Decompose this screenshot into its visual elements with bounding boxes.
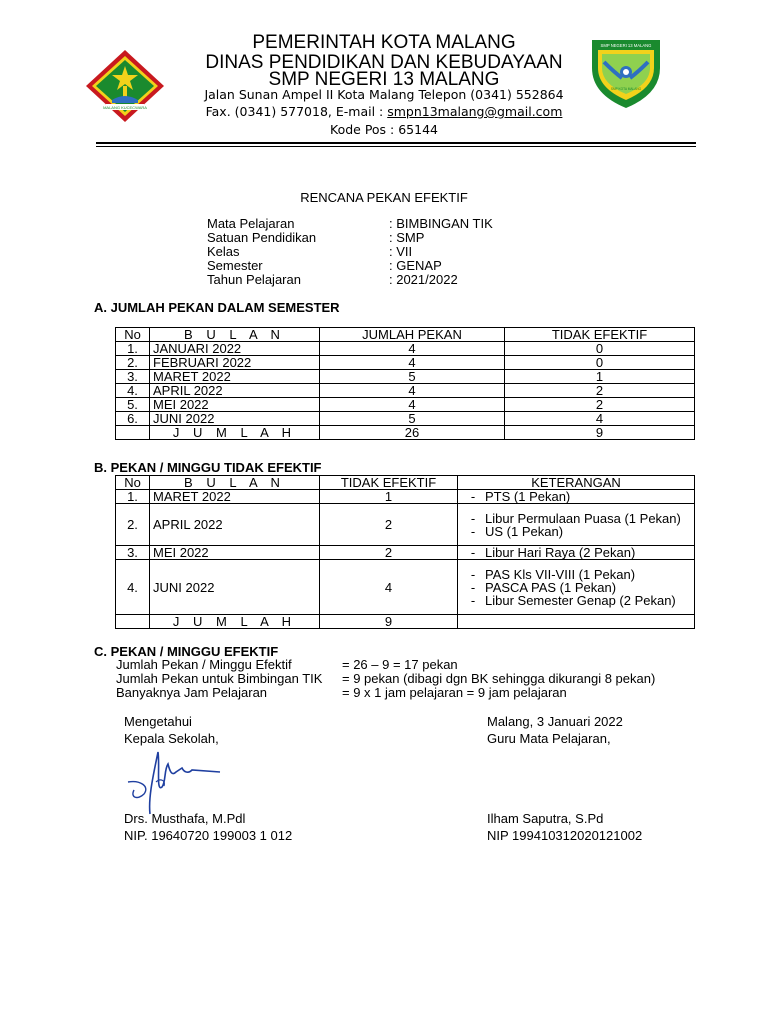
summary-label: Jumlah Pekan / Minggu Efektif [116,657,292,672]
cell-no: 6. [116,412,150,426]
cell-keterangan [458,504,695,546]
info-row [207,217,527,231]
keterangan-item: - PTS (1 Pekan) [470,489,571,504]
info-value: : SMP [389,230,425,245]
cell-no: 4. [116,560,150,615]
cell-jumlah: 4 [320,398,505,412]
signature-right-header [487,713,623,747]
keterangan-item: - Libur Hari Raya (2 Pekan) [470,545,636,560]
signature-right-footer [487,810,642,844]
header-tidak-efektif: TIDAK EFEKTIF [505,328,695,342]
info-label: Satuan Pendidikan [207,230,317,245]
signatory-right-nip: NIP 199410312020121002 [487,828,643,843]
info-value: : GENAP [389,258,442,273]
cell-bulan: APRIL 2022 [150,504,320,546]
info-value: : BIMBINGAN TIK [389,216,493,231]
cell-no: 3. [116,370,150,384]
signatory-left-nip: NIP. 19640720 199003 1 012 [124,828,293,843]
table-total-row [116,426,695,440]
cell-tidak-efektif: 2 [320,546,458,560]
cell-jumlah: 5 [320,370,505,384]
cell-bulan: MARET 2022 [150,490,320,504]
signatory-left-name: Drs. Musthafa, M.Pdl [124,811,246,826]
city-logo-motto: MALANG KUCECWARA [103,105,147,110]
keterangan-item: - PASCA PAS (1 Pekan) [470,579,617,595]
keterangan-item: - Libur Permulaan Puasa (1 Pekan) [470,510,681,526]
summary-value: = 26 – 9 = 17 pekan [342,657,458,672]
total-tidak-efektif: 9 [505,426,695,440]
cell-tidak-efektif: 2 [320,504,458,546]
cell-jumlah: 4 [320,342,505,356]
summary-label: Jumlah Pekan untuk Bimbingan TIK [116,671,323,686]
letterhead-address: Jalan Sunan Ampel II Kota Malang Telepon (0341) 552864 [204,87,564,102]
info-label: Tahun Pelajaran [207,272,301,287]
letterhead-line-1: PEMERINTAH KOTA MALANG [252,32,516,53]
table-row [116,370,695,384]
signature-left-footer [124,810,292,844]
cell-jumlah: 5 [320,412,505,426]
keterangan-text: PTS (1 Pekan) [485,489,571,504]
total-tidak-efektif: 9 [320,615,458,629]
summary-label: Banyaknya Jam Pelajaran [116,685,268,700]
cell-no: 2. [116,356,150,370]
signature-right-line1: Malang, 3 Januari 2022 [487,714,623,729]
cell-bulan: MEI 2022 [150,398,320,412]
cell-tidak-efektif: 4 [505,412,695,426]
cell-tidak-efektif: 1 [505,370,695,384]
cell-bulan: MARET 2022 [150,370,320,384]
cell-bulan: APRIL 2022 [150,384,320,398]
info-value: : VII [389,244,413,259]
total-jumlah: 26 [320,426,505,440]
cell-jumlah: 4 [320,384,505,398]
table-row [116,560,695,615]
table-row [116,504,695,546]
cell-tidak-efektif: 0 [505,342,695,356]
keterangan-text: Libur Semester Genap (2 Pekan) [485,592,676,608]
cell-jumlah: 4 [320,356,505,370]
keterangan-text: Libur Permulaan Puasa (1 Pekan) [485,510,681,526]
info-value: : 2021/2022 [389,272,458,287]
table-row [116,356,695,370]
letterhead-fax-email [0,104,768,119]
table-row [116,546,695,560]
table-row [116,490,695,504]
table-jumlah-pekan [115,327,695,440]
cell-keterangan [458,560,695,615]
table-tidak-efektif [115,475,695,629]
total-label: J U M L A H [150,426,320,440]
school-logo-top: SMP NEGERI 13 MALANG [600,43,652,48]
total-label: J U M L A H [150,615,320,629]
keterangan-item: - PAS Kls VII-VIII (1 Pekan) [470,566,636,582]
keterangan-text: US (1 Pekan) [485,523,564,539]
header-no: No [116,476,150,490]
section-c-lines [116,658,706,700]
keterangan-text: PAS Kls VII-VIII (1 Pekan) [485,566,636,582]
cell-tidak-efektif: 1 [320,490,458,504]
summary-line [116,658,706,672]
header-bulan: B U L A N [150,328,320,342]
cell-empty [116,426,150,440]
email-link[interactable]: smpn13malang@gmail.com [387,104,563,119]
signature-left-line2: Kepala Sekolah, [124,731,219,746]
table-header-row [116,328,695,342]
cell-bulan: JUNI 2022 [150,560,320,615]
cell-keterangan [458,546,695,560]
table-total-row [116,615,695,629]
cell-bulan: JANUARI 2022 [150,342,320,356]
cell-bulan: FEBRUARI 2022 [150,356,320,370]
cell-empty [116,615,150,629]
letterhead-line-2: DINAS PENDIDIKAN DAN KEBUDAYAAN [205,52,563,73]
letterhead-rule-thin [96,146,696,147]
summary-line [116,686,706,700]
letterhead-rule-thick [96,142,696,144]
cell-no: 2. [116,504,150,546]
summary-value: = 9 pekan (dibagi dgn BK sehingga dikurangi 8 pekan) [342,671,656,686]
section-c-title: C. PEKAN / MINGGU EFEKTIF [94,644,279,659]
table-row [116,342,695,356]
section-b-title: B. PEKAN / MINGGU TIDAK EFEKTIF [94,460,322,475]
table-header-row [116,476,695,490]
cell-no: 3. [116,546,150,560]
section-a-title: A. JUMLAH PEKAN DALAM SEMESTER [94,300,340,315]
document-title: RENCANA PEKAN EFEKTIF [300,190,468,205]
letterhead-line-3: SMP NEGERI 13 MALANG [268,69,500,90]
info-label: Mata Pelajaran [207,216,295,231]
header-keterangan: KETERANGAN [458,476,695,490]
info-label: Kelas [207,244,240,259]
cell-keterangan [458,490,695,504]
cell-bulan: JUNI 2022 [150,412,320,426]
cell-tidak-efektif: 2 [505,398,695,412]
cell-no: 1. [116,490,150,504]
info-block [207,217,527,287]
cell-no: 4. [116,384,150,398]
cell-no: 5. [116,398,150,412]
info-row [207,273,527,287]
table-row [116,398,695,412]
signature-right-line2: Guru Mata Pelajaran, [487,731,611,746]
header-no: No [116,328,150,342]
table-row [116,384,695,398]
info-row [207,245,527,259]
cell-tidak-efektif: 4 [320,560,458,615]
summary-value: = 9 x 1 jam pelajaran = 9 jam pelajaran [342,685,567,700]
keterangan-text: Libur Hari Raya (2 Pekan) [485,545,636,560]
fax-label: Fax. (0341) 577018, E-mail : [205,104,388,119]
table-row [116,412,695,426]
keterangan-item: - US (1 Pekan) [470,523,564,539]
info-label: Semester [207,258,263,273]
summary-line [116,672,706,686]
cell-no: 1. [116,342,150,356]
cell-tidak-efektif: 2 [505,384,695,398]
keterangan-text: PASCA PAS (1 Pekan) [485,579,617,595]
school-logo-bottom: SMP KOTA MALANG [610,87,642,91]
cell-empty [458,615,695,629]
header-jumlah-pekan: JUMLAH PEKAN [320,328,505,342]
keterangan-item: - Libur Semester Genap (2 Pekan) [470,592,676,608]
info-row [207,231,527,245]
signature-left-line1: Mengetahui [124,714,192,729]
header-tidak-efektif: TIDAK EFEKTIF [320,476,458,490]
letterhead-postal: Kode Pos : 65144 [330,122,438,137]
cell-tidak-efektif: 0 [505,356,695,370]
cell-bulan: MEI 2022 [150,546,320,560]
signatory-right-name: Ilham Saputra, S.Pd [487,811,604,826]
info-row [207,259,527,273]
header-bulan: B U L A N [150,476,320,490]
